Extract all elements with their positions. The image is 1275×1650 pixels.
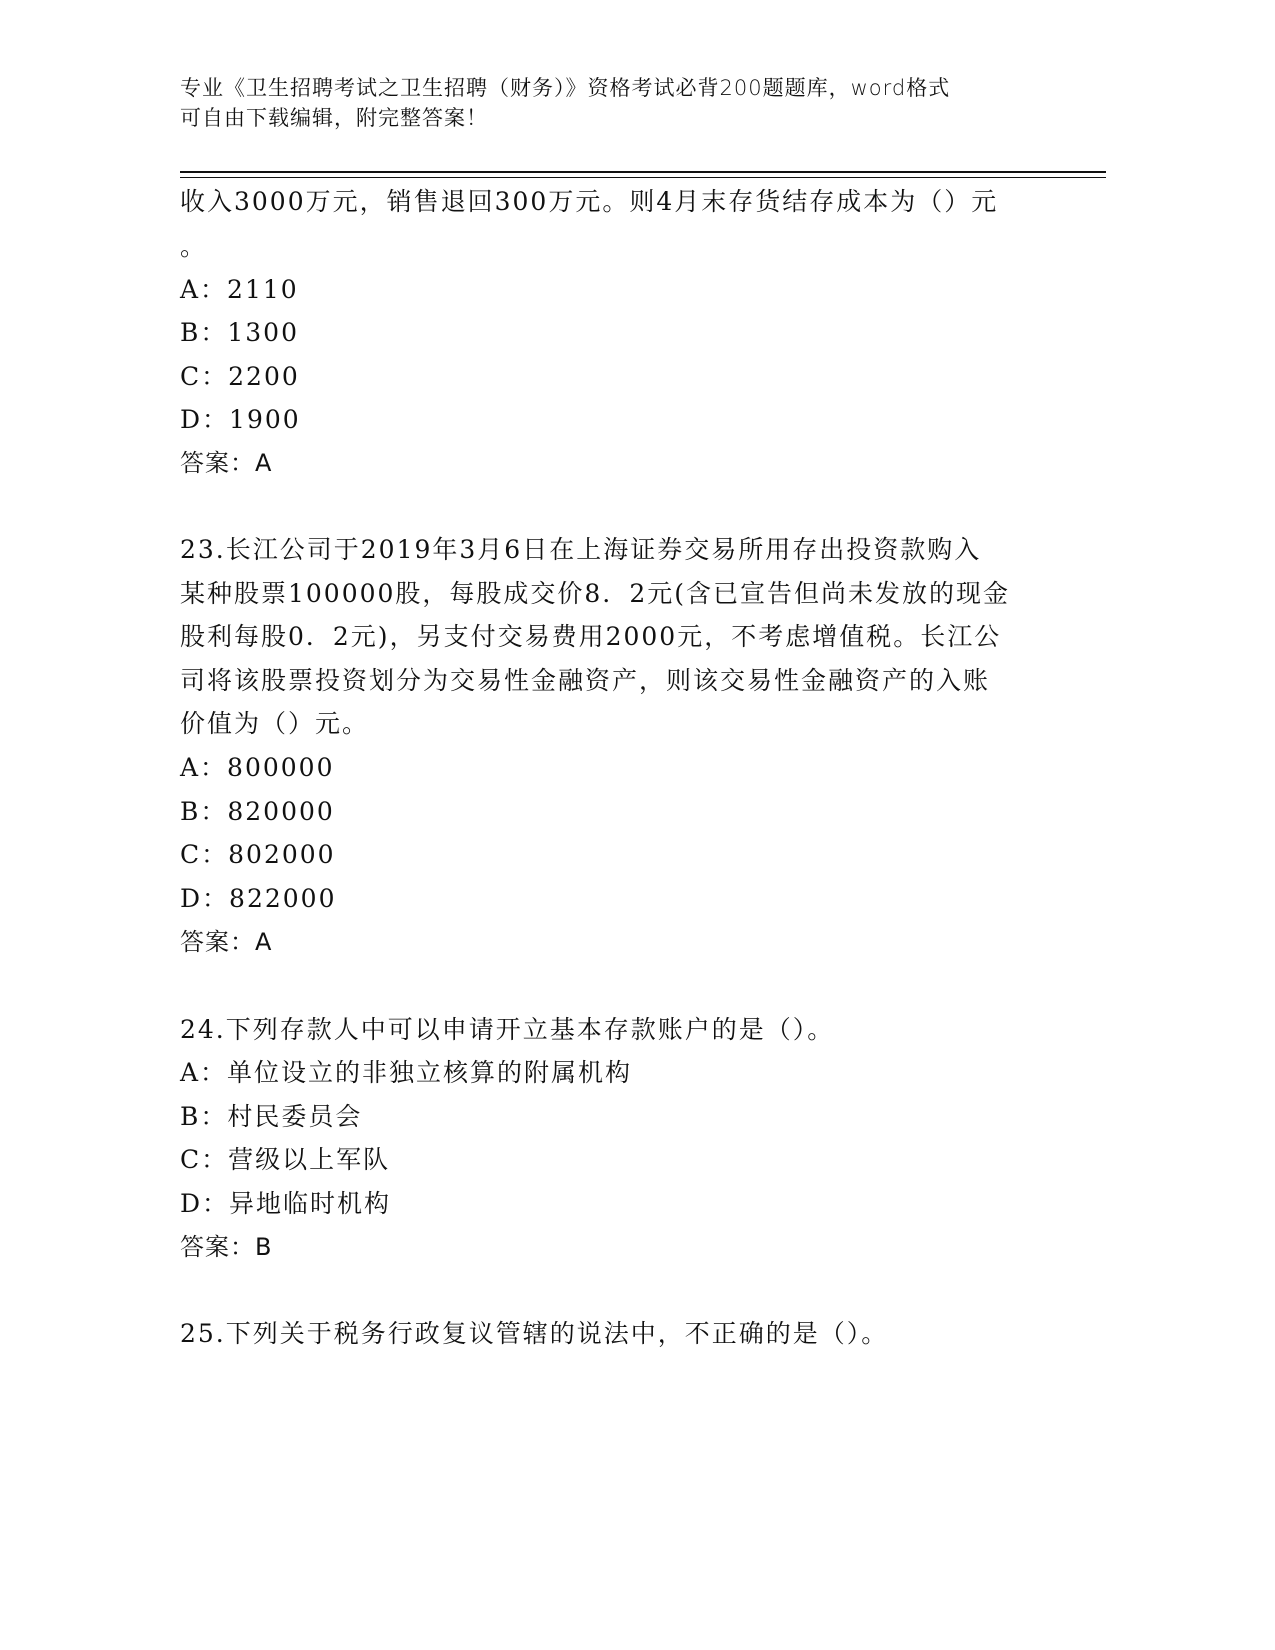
question-stem: 24.下列存款人中可以申请开立基本存款账户的是（）。 xyxy=(180,1015,835,1044)
answer: 答案：A xyxy=(180,928,273,956)
question-stem: 。 xyxy=(180,232,208,261)
option: A：单位设立的非独立核算的附属机构 xyxy=(180,1058,633,1087)
option: B：820000 xyxy=(180,797,335,826)
option: C：2200 xyxy=(180,362,300,391)
option: D：1900 xyxy=(180,405,301,434)
option: C：802000 xyxy=(180,840,336,869)
option: D：异地临时机构 xyxy=(180,1189,392,1218)
question-stem: 25.下列关于税务行政复议管辖的说法中，不正确的是（）。 xyxy=(180,1319,889,1348)
header-divider xyxy=(180,171,1106,173)
option: B：村民委员会 xyxy=(180,1102,363,1131)
option: B：1300 xyxy=(180,318,299,347)
question-stem: 收入3000万元，销售退回300万元。则4月末存货结存成本为（）元 xyxy=(180,187,999,216)
question-stem: 某种股票100000股，每股成交价8．2元(含已宣告但尚未发放的现金 xyxy=(180,579,1011,608)
option: A：800000 xyxy=(180,753,335,782)
header-divider xyxy=(180,177,1106,178)
question-stem: 23.长江公司于2019年3月6日在上海证券交易所用存出投资款购入 xyxy=(180,535,982,564)
question-stem: 司将该股票投资划分为交易性金融资产，则该交易性金融资产的入账 xyxy=(180,666,991,695)
option: A：2110 xyxy=(180,275,299,304)
question-stem: 价值为（）元。 xyxy=(180,709,370,738)
answer: 答案：A xyxy=(180,449,273,477)
question-stem: 股利每股0．2元)，另支付交易费用2000元，不考虑增值税。长江公 xyxy=(180,622,1002,651)
answer: 答案：B xyxy=(180,1233,273,1261)
option: C：营级以上军队 xyxy=(180,1145,391,1174)
header-line: 专业《卫生招聘考试之卫生招聘（财务）》资格考试必背200题题库，word格式 xyxy=(180,76,951,100)
option: D：822000 xyxy=(180,884,337,913)
header-line: 可自由下载编辑，附完整答案！ xyxy=(180,106,488,130)
